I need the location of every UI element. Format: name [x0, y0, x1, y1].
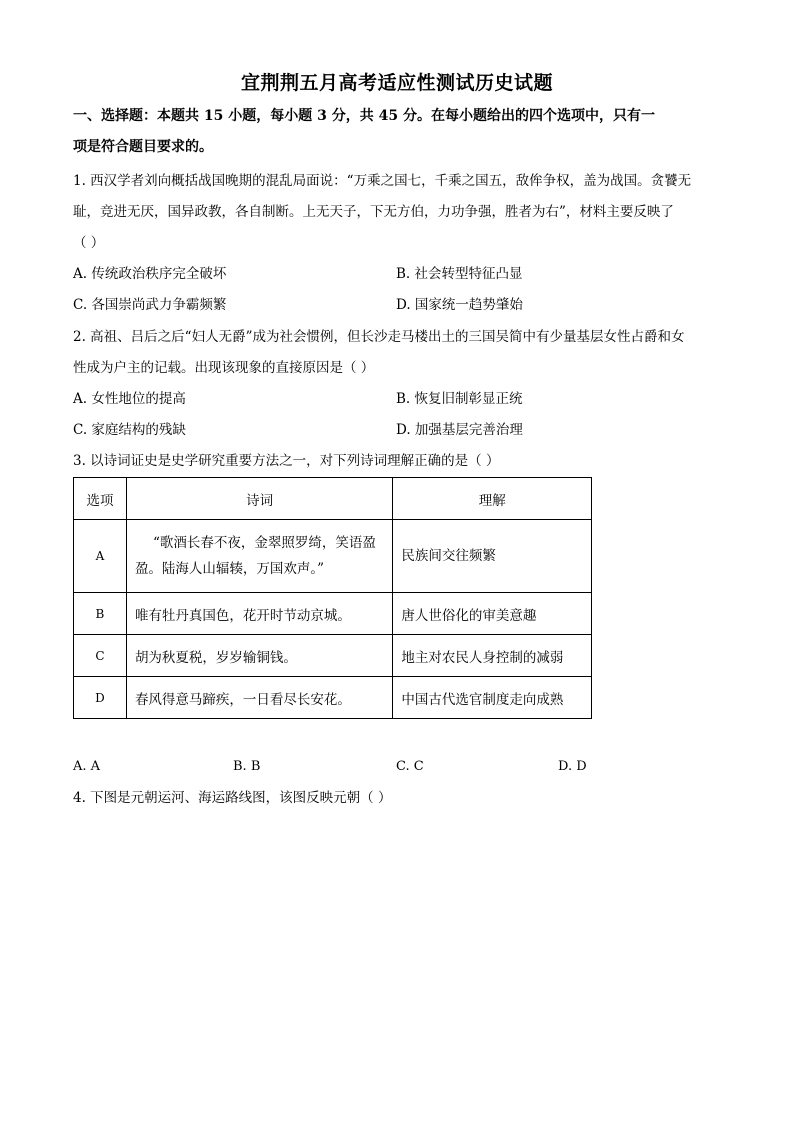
- table-cell-poem: 唯有牡丹真国色，花开时节动京城。: [126, 593, 392, 635]
- table-row: [74, 520, 592, 593]
- q1-option-c[interactable]: C. 各国崇尚武力争霸频繁: [73, 297, 227, 313]
- q2-option-d[interactable]: D. 加强基层完善治理: [396, 422, 523, 438]
- table-header-option: 选项: [74, 478, 127, 520]
- question-1-line2: 耻，竞进无厌，国异政教，各自制断。上无天子，下无方伯，力功争强，胜者为右”，材料主要反映了: [73, 204, 674, 220]
- q3-answer-c[interactable]: C. C: [396, 759, 424, 774]
- q2-option-a[interactable]: A. 女性地位的提高: [73, 391, 186, 407]
- table-cell-poem: 春风得意马蹄疾，一日看尽长安花。: [126, 677, 392, 719]
- table-header-row: [74, 478, 592, 520]
- table-cell-meaning: 唐人世俗化的审美意趣: [393, 593, 592, 635]
- q2-option-c[interactable]: C. 家庭结构的残缺: [73, 422, 186, 438]
- table-cell-option: C: [74, 635, 127, 677]
- table-cell-option: A: [74, 520, 127, 593]
- question-4-line1: 4. 下图是元朝运河、海运路线图，该图反映元朝（ ）: [73, 790, 392, 806]
- question-1-line3: （ ）: [73, 235, 105, 251]
- table-row: [74, 677, 592, 719]
- table-cell-meaning: 中国古代选官制度走向成熟: [393, 677, 592, 719]
- question-1: [73, 166, 723, 259]
- question-4: [73, 783, 723, 814]
- table-header-poem: 诗词: [126, 478, 392, 520]
- table-cell-option: D: [74, 677, 127, 719]
- q3-answer-a[interactable]: A. A: [73, 759, 101, 774]
- table-cell-meaning: 地主对农民人身控制的减弱: [393, 635, 592, 677]
- section-heading-line1: 一、选择题：本题共 15 小题，每小题 3 分，共 45 分。在每小题给出的四个选项中，只有一: [73, 108, 655, 124]
- poem-table: [73, 477, 592, 719]
- question-2-line1: 2. 高祖、吕后之后“妇人无爵”成为社会惯例，但长沙走马楼出土的三国吴简中有少量基层女性占爵和女: [73, 329, 685, 345]
- q1-option-b[interactable]: B. 社会转型特征凸显: [396, 266, 523, 282]
- q1-option-a[interactable]: A. 传统政治秩序完全破坏: [73, 266, 227, 282]
- table-cell-meaning: 民族间交往频繁: [393, 520, 592, 593]
- section-heading-line2: 项是符合题目要求的。: [73, 139, 213, 155]
- table-row: [74, 635, 592, 677]
- question-3: [73, 446, 723, 477]
- q1-option-d[interactable]: D. 国家统一趋势肇始: [396, 297, 523, 313]
- section-heading: [73, 101, 723, 163]
- q3-answer-b[interactable]: B. B: [233, 759, 261, 774]
- question-2-line2: 性成为户主的记载。出现该现象的直接原因是（ ）: [73, 360, 375, 376]
- table-header-meaning: 理解: [393, 478, 592, 520]
- question-3-line1: 3. 以诗词证史是史学研究重要方法之一，对下列诗词理解正确的是（ ）: [73, 453, 500, 469]
- q3-answer-d[interactable]: D. D: [558, 759, 587, 774]
- table-cell-poem: “歌酒长春不夜，金翠照罗绮，笑语盈盈。陆海人山辐辏，万国欢声。”: [126, 520, 392, 593]
- question-1-line1: 1. 西汉学者刘向概括战国晚期的混乱局面说：“万乘之国七，千乘之国五，敌侔争权，盖为战国。贪饕无: [73, 173, 692, 189]
- table-cell-poem: 胡为秋夏税，岁岁输铜钱。: [126, 635, 392, 677]
- table-row: [74, 593, 592, 635]
- table-cell-option: B: [74, 593, 127, 635]
- question-2: [73, 322, 723, 384]
- q2-option-b[interactable]: B. 恢复旧制彰显正统: [396, 391, 523, 407]
- page-title: 宜荆荆五月高考适应性测试历史试题: [240, 72, 553, 94]
